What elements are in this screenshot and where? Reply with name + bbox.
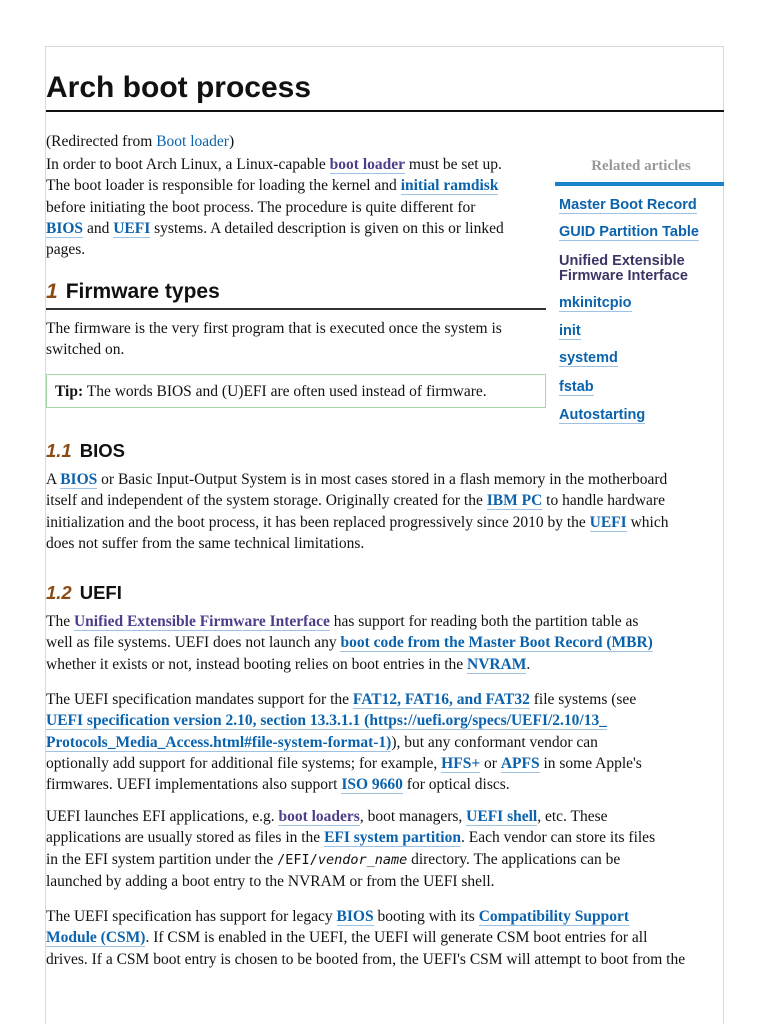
text-span: . If CSM is enabled in the UEFI, the UEFI will generate CSM boot entries for all xyxy=(145,929,648,947)
tip-text: The words BIOS and (U)EFI are often used instead of firmware. xyxy=(83,383,487,400)
text-span: file systems (see xyxy=(529,691,637,708)
ibm-pc-link[interactable]: IBM PC xyxy=(486,492,543,510)
related-link-label: fstab xyxy=(559,379,594,395)
section-rule xyxy=(46,308,546,310)
text-span: . xyxy=(526,655,531,673)
text-span: well as file systems. UEFI does not launch any xyxy=(46,634,341,652)
text-span: The UEFI specification mandates support for the xyxy=(46,691,353,708)
related-guid-partition-table[interactable] xyxy=(559,225,719,240)
uefi-paragraph-3 xyxy=(46,806,724,892)
bios-paragraph xyxy=(46,469,724,554)
text-line xyxy=(46,611,724,632)
related-link-label: systemd xyxy=(559,350,618,366)
section-heading-bios xyxy=(46,440,125,462)
related-fstab[interactable] xyxy=(559,380,719,395)
text-span: itself and independent of the system storage. Originally created for the xyxy=(46,492,487,510)
intro-text: systems. A detailed description is given on this or linked xyxy=(150,219,504,237)
section-title: BIOS xyxy=(79,440,125,461)
text-span: initialization and the boot process, it has been replaced progressively since 2010 by the xyxy=(46,513,590,531)
text-span: . Each vendor can store its files xyxy=(460,829,656,847)
bios-link[interactable]: BIOS xyxy=(60,471,98,488)
boot-loaders-link[interactable]: boot loaders xyxy=(278,808,360,825)
text-line xyxy=(46,774,724,795)
text-span: The UEFI specification has support for legacy xyxy=(46,908,337,925)
text-line xyxy=(46,806,724,827)
text-line xyxy=(46,490,724,511)
text-line: switched on. xyxy=(46,341,125,359)
iso-9660-link[interactable]: ISO 9660 xyxy=(341,776,403,794)
text-line xyxy=(46,512,724,533)
related-articles-title: Related articles xyxy=(591,158,691,174)
uefi-link[interactable]: UEFI xyxy=(589,513,627,531)
text-span: , boot managers, xyxy=(359,808,467,825)
text-span: in some Apple's xyxy=(539,754,642,772)
related-mkinitcpio[interactable] xyxy=(559,296,719,311)
text-line xyxy=(46,689,724,710)
related-link-label: init xyxy=(559,323,581,339)
uefi-spec-link-cont[interactable]: Protocols_Media_Access.html#file-system-format-1) xyxy=(46,733,392,751)
related-link-label: mkinitcpio xyxy=(559,295,632,311)
text-line xyxy=(46,849,724,871)
section-number: 1.1 xyxy=(46,440,72,461)
uefi-full-name-link[interactable]: Unified Extensible Firmware Interface xyxy=(73,613,330,630)
apfs-link[interactable]: APFS xyxy=(500,754,540,772)
text-span: has support for reading both the partition table as xyxy=(329,613,639,630)
related-systemd[interactable] xyxy=(559,351,719,366)
text-line xyxy=(46,632,724,653)
related-link-label: Autostarting xyxy=(559,407,646,423)
code-span-italic: vendor_name xyxy=(317,851,408,868)
intro-text: The boot loader is responsible for loading the kernel and xyxy=(46,177,401,195)
intro-text: and xyxy=(83,219,114,237)
text-span: whether it exists or not, instead booting relies on boot entries in the xyxy=(46,655,468,673)
page-title: Arch boot process xyxy=(46,71,312,104)
tip-box xyxy=(46,374,546,408)
text-span: applications are usually stored as files in the xyxy=(46,829,325,847)
related-init[interactable] xyxy=(559,324,719,339)
firmware-paragraph xyxy=(46,318,546,361)
csm-link-cont[interactable]: Module (CSM) xyxy=(46,929,146,947)
bios-link[interactable]: BIOS xyxy=(46,219,84,237)
boot-loader-link[interactable]: boot loader xyxy=(329,156,405,173)
text-line xyxy=(46,654,724,675)
redirect-note xyxy=(46,131,234,152)
related-master-boot-record[interactable] xyxy=(559,198,719,213)
text-line: drives. If a CSM boot entry is chosen to be booted from, the UEFI's CSM will attempt to boot from the xyxy=(46,950,686,968)
related-link-label: GUID Partition Table xyxy=(559,224,699,240)
text-line xyxy=(46,753,724,774)
text-line: launched by adding a boot entry to the NVRAM or from the UEFI shell. xyxy=(46,872,495,890)
hfs-plus-link[interactable]: HFS+ xyxy=(441,754,481,772)
text-span: in the EFI system partition under the xyxy=(46,850,278,868)
text-span: to handle hardware xyxy=(542,492,665,510)
uefi-paragraph-4 xyxy=(46,906,724,970)
related-link-label: Master Boot Record xyxy=(559,197,697,213)
text-span: or xyxy=(480,754,501,772)
title-rule xyxy=(46,110,724,112)
code-span: /EFI/ xyxy=(277,851,318,868)
text-span: UEFI launches EFI applications, e.g. xyxy=(46,808,279,825)
text-span: ), but any conformant vendor can xyxy=(391,733,598,751)
efi-system-partition-link[interactable]: EFI system partition xyxy=(324,829,461,847)
initial-ramdisk-link[interactable]: initial ramdisk xyxy=(400,177,499,195)
uefi-link[interactable]: UEFI xyxy=(113,219,151,237)
section-number: 1.2 xyxy=(46,582,72,603)
section-heading-uefi xyxy=(46,582,122,604)
text-line xyxy=(46,732,724,753)
text-span: which xyxy=(626,513,669,531)
text-span: A xyxy=(46,471,61,488)
text-span: The xyxy=(46,613,74,630)
related-uefi[interactable] xyxy=(559,254,719,284)
text-line xyxy=(46,469,724,490)
text-line xyxy=(46,927,724,948)
text-line: The firmware is the very first program that is executed once the system is xyxy=(46,320,502,337)
efi-path-code xyxy=(277,852,407,868)
intro-line-2 xyxy=(46,175,546,196)
text-line: does not suffer from the same technical limitations. xyxy=(46,534,365,552)
related-link-label: Unified Extensible xyxy=(559,253,685,269)
uefi-shell-link[interactable]: UEFI shell xyxy=(466,808,538,825)
text-span: , etc. These xyxy=(537,808,608,825)
text-span: optionally add support for additional file systems; for example, xyxy=(46,754,442,772)
text-span: directory. The applications can be xyxy=(407,850,621,868)
related-articles-rule xyxy=(555,182,724,186)
section-number: 1 xyxy=(46,280,58,303)
section-title: UEFI xyxy=(79,582,122,603)
intro-line-1 xyxy=(46,154,546,175)
text-span: for optical discs. xyxy=(402,776,510,794)
section-heading-firmware-types xyxy=(46,280,220,304)
intro-text: must be set up. xyxy=(405,156,502,173)
bios-link[interactable]: BIOS xyxy=(336,908,374,925)
section-title: Firmware types xyxy=(65,280,220,303)
uefi-spec-link[interactable]: UEFI specification version 2.10, section 13.3.1.1 (https://uefi.org/specs/UEFI/2.10/13_ xyxy=(46,712,607,730)
redirect-prefix: (Redirected from xyxy=(46,133,157,150)
csm-link[interactable]: Compatibility Support xyxy=(478,908,629,925)
boot-loader-redirect-link[interactable]: Boot loader xyxy=(156,133,229,150)
intro-paragraph xyxy=(46,154,546,260)
uefi-paragraph-1 xyxy=(46,611,724,675)
text-span: or Basic Input-Output System is in most cases stored in a flash memory in the motherboard xyxy=(97,471,668,488)
text-line xyxy=(46,827,724,848)
text-line xyxy=(46,906,724,927)
fat-link[interactable]: FAT12, FAT16, and FAT32 xyxy=(352,691,530,708)
text-span: booting with its xyxy=(373,908,479,925)
mbr-boot-code-link[interactable]: boot code from the Master Boot Record (MBR) xyxy=(340,634,653,652)
intro-line-5: pages. xyxy=(46,241,86,259)
related-link-label: Firmware Interface xyxy=(559,268,688,284)
intro-line-3: before initiating the boot process. The procedure is quite different for xyxy=(46,198,476,216)
related-autostarting[interactable] xyxy=(559,408,719,423)
intro-line-4 xyxy=(46,218,546,239)
text-span: firmwares. UEFI implementations also support xyxy=(46,776,342,794)
text-line xyxy=(46,710,724,731)
nvram-link[interactable]: NVRAM xyxy=(467,655,527,673)
redirect-suffix: ) xyxy=(228,133,235,150)
intro-text: In order to boot Arch Linux, a Linux-capable xyxy=(46,156,330,173)
tip-label: Tip: xyxy=(55,383,84,400)
uefi-paragraph-2 xyxy=(46,689,724,795)
